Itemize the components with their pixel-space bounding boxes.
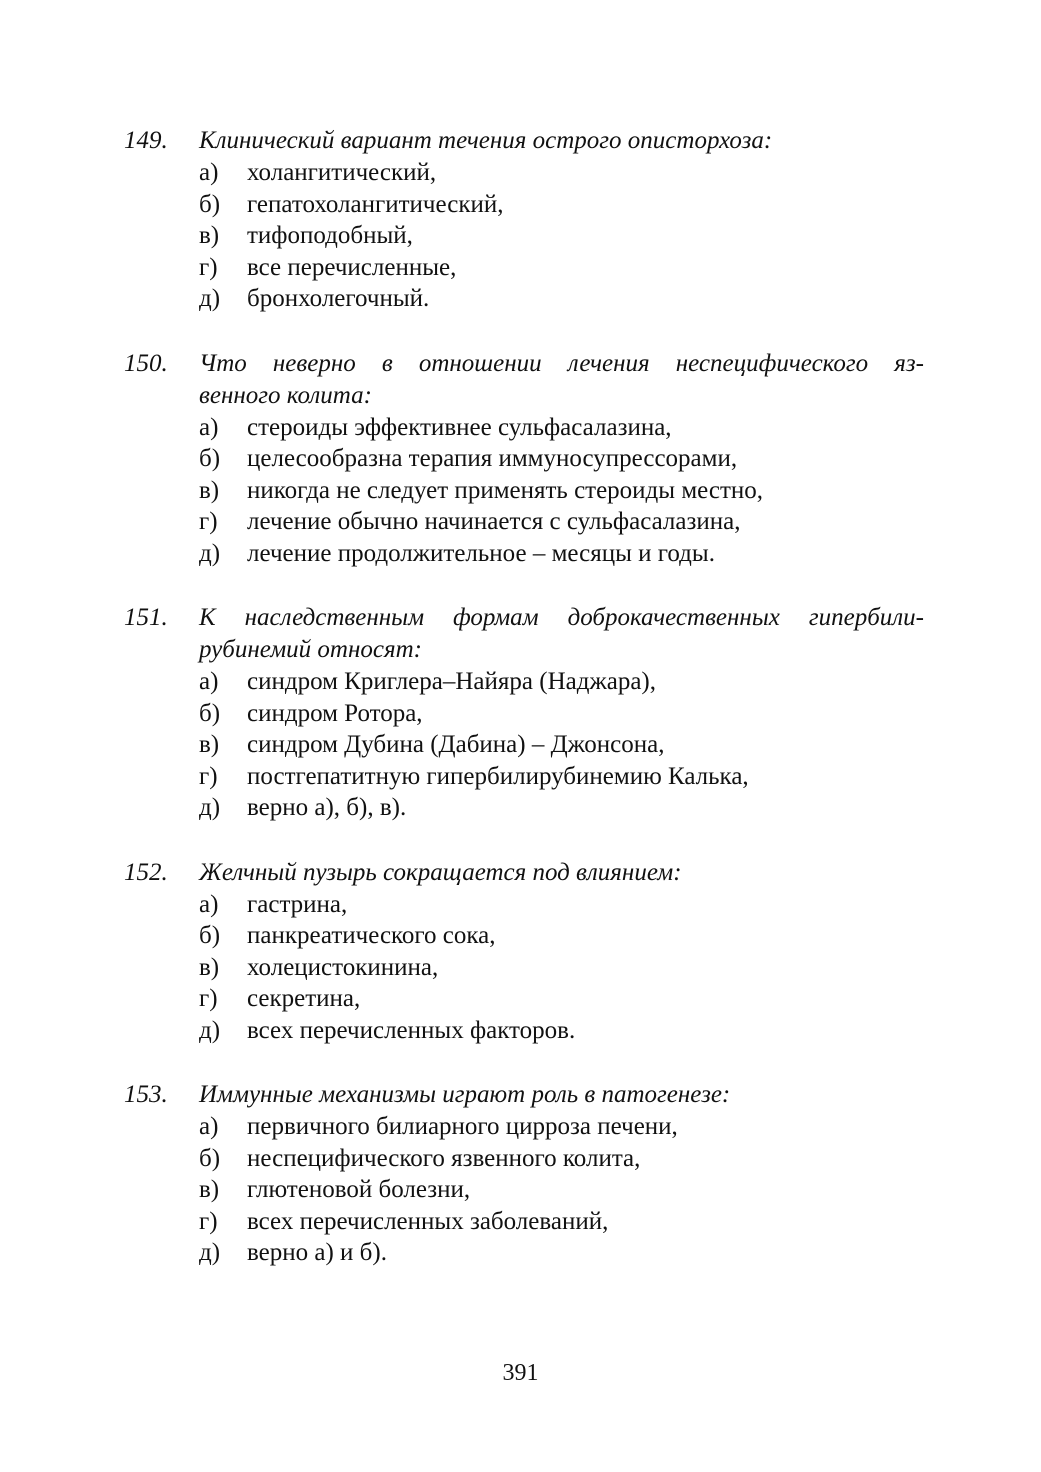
question-152 <box>124 857 924 1047</box>
question-text <box>199 1079 924 1111</box>
answer-option <box>124 889 924 921</box>
answer-option <box>124 412 924 444</box>
option-letter: а) <box>199 159 219 186</box>
answer-option <box>124 1237 924 1269</box>
answer-option <box>124 920 924 952</box>
question-text-line: Желчный пузырь сокращается под влиянием: <box>199 858 682 886</box>
option-text: лечение продолжительное – месяцы и годы. <box>247 539 715 567</box>
option-text: целесообразна терапия иммуносупрессорами, <box>247 445 738 472</box>
option-text: всех перечисленных факторов. <box>247 1016 576 1044</box>
option-letter: б) <box>199 922 221 949</box>
option-letter: в) <box>199 953 220 981</box>
answer-option <box>124 952 924 984</box>
question-text <box>199 125 924 157</box>
option-letter: д) <box>199 794 221 821</box>
option-letter: а) <box>199 413 219 441</box>
question-text <box>199 857 924 889</box>
option-letter: д) <box>199 539 221 567</box>
answer-option <box>124 538 924 570</box>
option-letter: г) <box>199 1207 218 1235</box>
option-letter: в) <box>199 222 220 249</box>
answer-option <box>124 189 924 221</box>
option-text: бронхолегочный. <box>247 285 430 312</box>
option-text: тифоподобный, <box>247 222 413 249</box>
answer-options <box>124 412 924 570</box>
option-letter: д) <box>199 1239 221 1266</box>
option-letter: а) <box>199 890 219 918</box>
question-header <box>124 857 924 889</box>
answer-option <box>124 283 924 315</box>
answer-option <box>124 1206 924 1238</box>
answer-option <box>124 1174 924 1206</box>
question-number: 150. <box>124 349 168 377</box>
answer-option <box>124 698 924 730</box>
option-letter: б) <box>199 699 221 727</box>
option-letter: б) <box>199 445 221 472</box>
answer-option <box>124 1111 924 1143</box>
answer-options <box>124 157 924 315</box>
question-text-line: Что неверно в отношении лечения неспецифического яз- <box>199 349 924 377</box>
option-letter: г) <box>199 985 218 1012</box>
question-text-line: венного колита: <box>199 381 372 409</box>
question-header <box>124 1079 924 1111</box>
option-letter: в) <box>199 731 220 758</box>
option-letter: а) <box>199 668 219 695</box>
option-text: холецистокинина, <box>247 953 439 981</box>
answer-option <box>124 443 924 475</box>
option-text: постгепатитную гипербилирубинемию Калька, <box>247 762 749 790</box>
option-text: лечение обычно начинается с сульфасалазина, <box>247 508 741 535</box>
answer-option <box>124 475 924 507</box>
option-text: глютеновой болезни, <box>247 1176 471 1203</box>
option-letter: г) <box>199 762 218 790</box>
answer-option <box>124 252 924 284</box>
answer-option <box>124 761 924 793</box>
question-header <box>124 125 924 157</box>
option-text: панкреатического сока, <box>247 922 496 949</box>
answer-option <box>124 983 924 1015</box>
option-text: первичного билиарного цирроза печени, <box>247 1113 678 1140</box>
answer-option <box>124 1015 924 1047</box>
question-number: 152. <box>124 858 168 886</box>
option-text: холангитический, <box>247 159 437 186</box>
option-letter: б) <box>199 190 221 218</box>
answer-options <box>124 889 924 1047</box>
question-150 <box>124 348 924 570</box>
question-text-line: К наследственным формам доброкачественных гипербили- <box>199 604 924 631</box>
option-text: гастрина, <box>247 890 348 918</box>
option-text: синдром Ротора, <box>247 699 423 727</box>
answer-option <box>124 1143 924 1175</box>
option-letter: г) <box>199 253 218 281</box>
question-text-line: Иммунные механизмы играют роль в патогенезе: <box>199 1081 731 1108</box>
question-text <box>199 602 924 666</box>
option-letter: а) <box>199 1113 219 1140</box>
question-151 <box>124 602 924 824</box>
option-letter: в) <box>199 1176 220 1203</box>
option-letter: в) <box>199 476 220 504</box>
option-text: верно а) и б). <box>247 1239 387 1266</box>
page-content <box>124 125 924 1302</box>
option-text: синдром Криглера–Найяра (Наджара), <box>247 668 656 695</box>
question-text <box>199 348 924 412</box>
option-text: никогда не следует применять стероиды местно, <box>247 476 764 504</box>
answer-option <box>124 666 924 698</box>
option-letter: б) <box>199 1144 221 1172</box>
option-text: всех перечисленных заболеваний, <box>247 1207 609 1235</box>
option-text: все перечисленные, <box>247 253 457 281</box>
option-text: верно а), б), в). <box>247 794 407 821</box>
answer-options <box>124 666 924 824</box>
answer-option <box>124 792 924 824</box>
question-header <box>124 602 924 666</box>
question-text-line: рубинемий относят: <box>199 636 422 663</box>
answer-option <box>124 157 924 189</box>
option-text: гепатохолангитический, <box>247 190 504 218</box>
option-text: синдром Дубина (Дабина) – Джонсона, <box>247 731 665 758</box>
question-text-line: Клинический вариант течения острого описторхоза: <box>199 127 773 154</box>
question-153 <box>124 1079 924 1269</box>
answer-option <box>124 220 924 252</box>
question-149 <box>124 125 924 315</box>
question-header <box>124 348 924 412</box>
option-text: неспецифического язвенного колита, <box>247 1144 641 1172</box>
question-number: 153. <box>124 1081 168 1108</box>
answer-option <box>124 729 924 761</box>
option-letter: д) <box>199 285 221 312</box>
option-text: секретина, <box>247 985 361 1012</box>
answer-options <box>124 1111 924 1269</box>
option-letter: г) <box>199 508 218 535</box>
option-letter: д) <box>199 1016 221 1044</box>
answer-option <box>124 506 924 538</box>
option-text: стероиды эффективнее сульфасалазина, <box>247 413 672 441</box>
question-number: 151. <box>124 604 168 631</box>
page-number: 391 <box>502 1360 539 1386</box>
question-number: 149. <box>124 127 168 154</box>
